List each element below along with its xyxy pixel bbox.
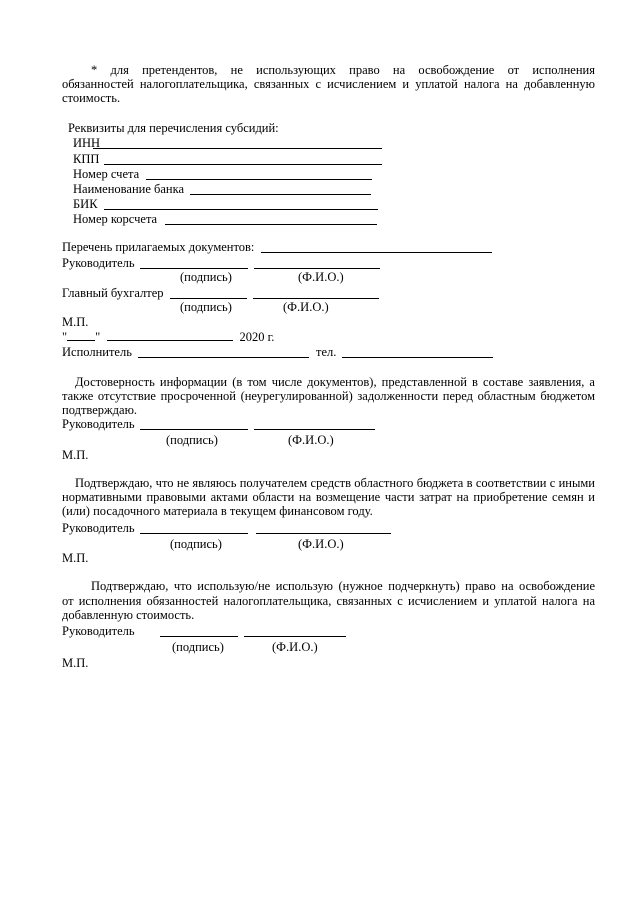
stamp-label: М.П.	[62, 448, 89, 462]
accountant-name-line[interactable]	[253, 298, 379, 299]
requisite-label: Номер корсчета	[73, 212, 158, 226]
confirm3-signature-line[interactable]	[160, 636, 238, 637]
date-day-field[interactable]	[67, 329, 95, 341]
date-month-field[interactable]	[107, 329, 233, 341]
requisite-row-bik	[73, 197, 98, 211]
name-hint: (Ф.И.О.)	[298, 537, 344, 551]
date-row	[62, 329, 274, 344]
name-hint: (Ф.И.О.)	[272, 640, 318, 654]
requisite-label: Наименование банка	[73, 182, 185, 196]
date-quote-open: "	[62, 330, 68, 344]
confirm2-signature-line[interactable]	[140, 533, 248, 534]
footnote-rest: обязанностей налогоплательщика, связанных с исчислением и уплатой налога на добавленную стоимость.	[62, 77, 595, 105]
documents-field[interactable]	[261, 252, 492, 253]
date-year: 2020 г.	[239, 330, 275, 344]
confirm3-name-line[interactable]	[244, 636, 346, 637]
head-label: Руководитель	[62, 417, 135, 431]
bik-field[interactable]	[104, 209, 378, 210]
signature-hint: (подпись)	[166, 433, 218, 447]
requisite-row-kpp	[73, 152, 99, 166]
signature-hint: (подпись)	[180, 300, 232, 314]
signature-hint: (подпись)	[180, 270, 232, 284]
kpp-field[interactable]	[104, 164, 382, 165]
confirm1-name-line[interactable]	[254, 429, 375, 430]
executor-field[interactable]	[138, 357, 309, 358]
head-name-line[interactable]	[254, 268, 380, 269]
inn-field[interactable]	[93, 148, 382, 149]
requisites-title: Реквизиты для перечисления субсидий:	[68, 121, 279, 135]
requisite-label: ИНН	[73, 136, 101, 150]
name-hint: (Ф.И.О.)	[288, 433, 334, 447]
requisite-row-corr-account	[73, 212, 157, 226]
head-label: Руководитель	[62, 256, 135, 270]
date-quote-close: "	[95, 330, 101, 344]
footnote-first-line: * для претендентов, не использующих право на освобождение от исполнения	[91, 63, 595, 77]
requisite-row-account	[73, 167, 139, 181]
chief-accountant-label: Главный бухгалтер	[62, 286, 164, 300]
bank-name-field[interactable]	[190, 194, 371, 195]
stamp-label: М.П.	[62, 551, 89, 565]
confirmation-first-line: Подтверждаю, что использую/не использую (нужное подчеркнуть) право на освобождение	[91, 579, 595, 593]
stamp-label: М.П.	[62, 315, 89, 329]
head-signature-line[interactable]	[140, 268, 248, 269]
account-number-field[interactable]	[146, 179, 372, 180]
accountant-signature-line[interactable]	[170, 298, 247, 299]
signature-hint: (подпись)	[170, 537, 222, 551]
confirmation-text: Достоверность информации (в том числе документов), представленной в составе заявления, а также отсутствие просроченной (неурегулированной) задолженности перед областным бюджетом подтверждаю.	[62, 375, 595, 417]
confirmation-text: Подтверждаю, что не являюсь получателем средств областного бюджета в соответствии с иными нормативными правовыми актами области на возмещение части затрат на приобретение семян и (или) посадочного материала в текущем финансовом году.	[62, 476, 595, 518]
documents-label: Перечень прилагаемых документов:	[62, 240, 255, 254]
requisite-label: БИК	[73, 197, 98, 211]
confirm2-name-line[interactable]	[256, 533, 391, 534]
requisite-label: КПП	[73, 152, 100, 166]
confirmation-rest: от исполнения обязанностей налогоплательщика, связанных с исчислением и уплатой налога на добавленную стоимость.	[62, 594, 595, 622]
requisite-label: Номер счета	[73, 167, 140, 181]
requisite-row-bank	[73, 182, 184, 196]
phone-field[interactable]	[342, 357, 493, 358]
head-label: Руководитель	[62, 521, 135, 535]
head-label: Руководитель	[62, 624, 135, 638]
phone-label: тел.	[316, 345, 337, 359]
signature-hint: (подпись)	[172, 640, 224, 654]
executor-label: Исполнитель	[62, 345, 132, 359]
name-hint: (Ф.И.О.)	[298, 270, 344, 284]
stamp-label: М.П.	[62, 656, 89, 670]
corr-account-field[interactable]	[165, 224, 377, 225]
name-hint: (Ф.И.О.)	[283, 300, 329, 314]
confirm1-signature-line[interactable]	[140, 429, 248, 430]
